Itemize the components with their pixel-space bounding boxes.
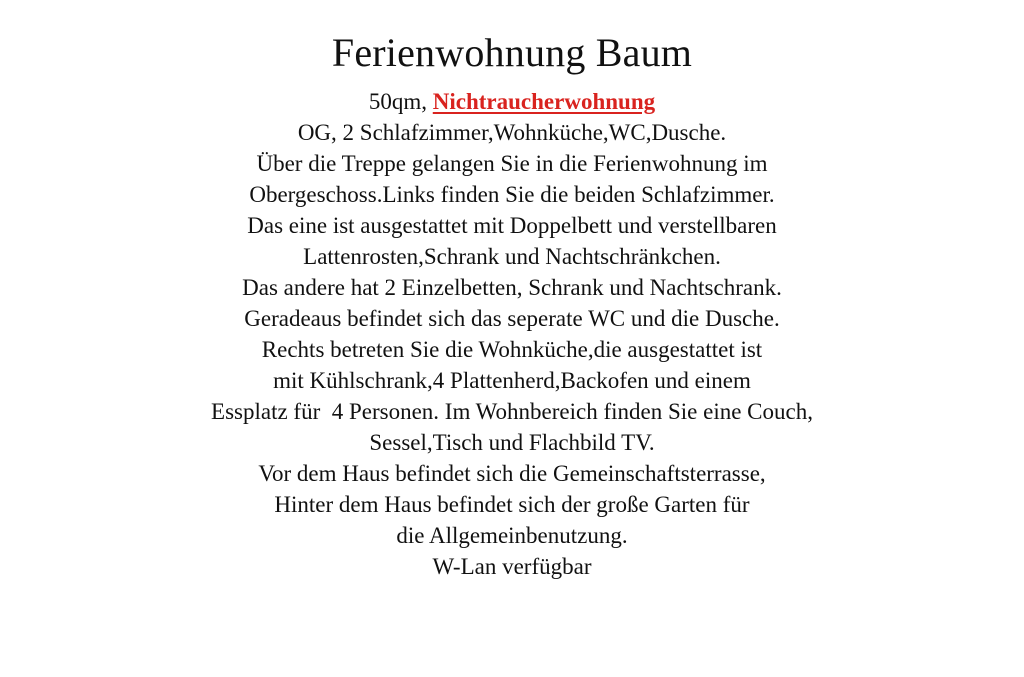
size-text: 50qm, [368,89,433,114]
description-line: OG, 2 Schlafzimmer,Wohnküche,WC,Dusche. [297,120,727,145]
non-smoking-highlight: Nichtraucherwohnung [432,89,656,114]
description-line-size [0,86,1024,117]
page-title: Ferienwohnung Baum [331,30,693,75]
description-line: Über die Treppe gelangen Sie in die Ferienwohnung im [256,151,768,176]
description-line: Rechts betreten Sie die Wohnküche,die ausgestattet ist [261,337,763,362]
description-text [0,86,1024,582]
description-line: Das eine ist ausgestattet mit Doppelbett und verstellbaren [247,213,777,238]
description-line: die Allgemeinbenutzung. [396,523,628,548]
description-line: Obergeschoss.Links finden Sie die beiden Schlafzimmer. [249,182,775,207]
description-line: Essplatz für 4 Personen. Im Wohnbereich finden Sie eine Couch, [211,399,813,424]
description-line: mit Kühlschrank,4 Plattenherd,Backofen und einem [273,368,751,393]
description-line: Lattenrosten,Schrank und Nachtschränkchen. [303,244,721,269]
description-line: Geradeaus befindet sich das seperate WC und die Dusche. [244,306,780,331]
description-line: Das andere hat 2 Einzelbetten, Schrank und Nachtschrank. [242,275,782,300]
description-line: Vor dem Haus befindet sich die Gemeinschaftsterrasse, [258,461,766,486]
description-line: Hinter dem Haus befindet sich der große Garten für [274,492,750,517]
wifi-line: W-Lan verfügbar [432,554,592,579]
description-line: Sessel,Tisch und Flachbild TV. [369,430,655,455]
